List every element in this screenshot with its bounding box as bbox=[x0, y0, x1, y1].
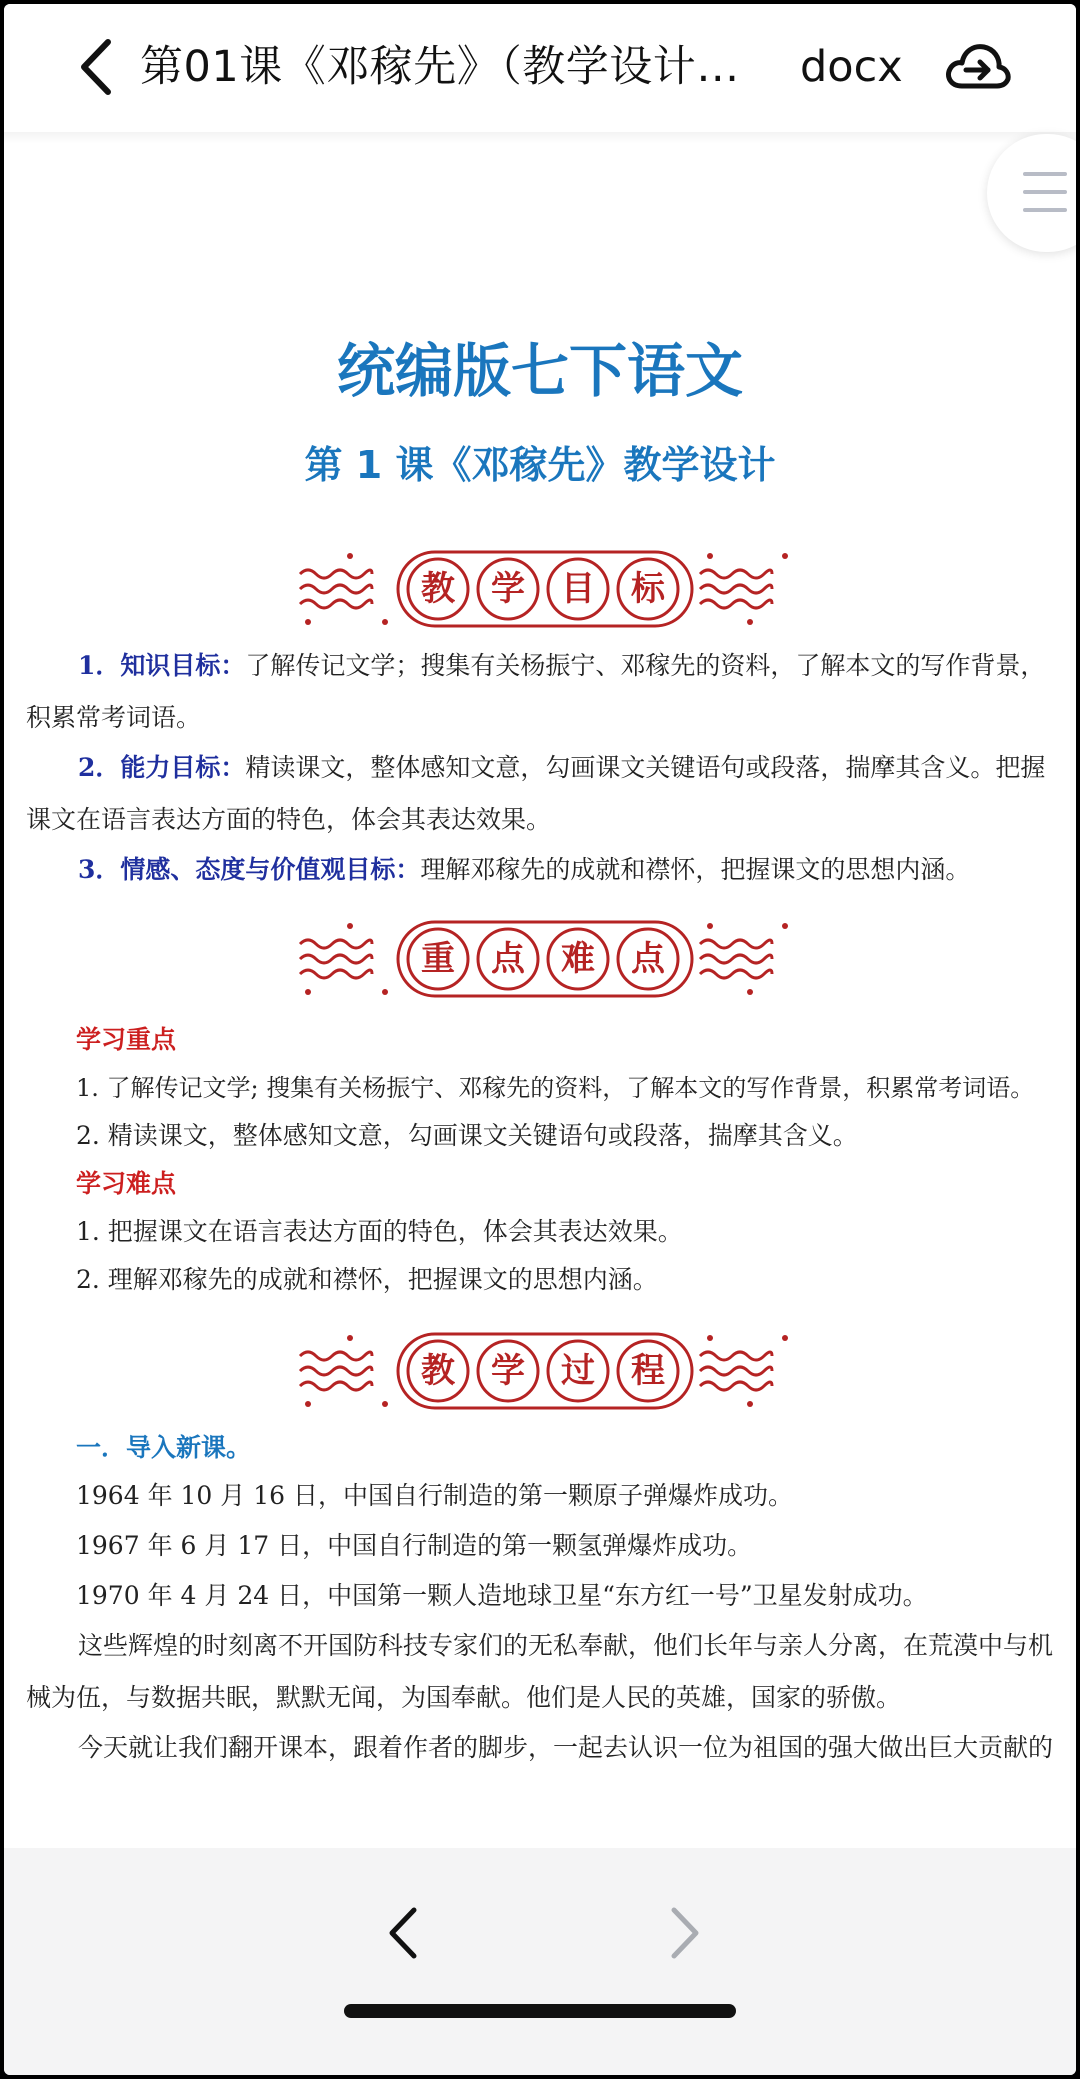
doc-subtitle: 第 1 课《邓稼先》教学设计 bbox=[304, 443, 776, 487]
difficulty-item: 1. 把握课文在语言表达方面的特色，体会其表达效果。 bbox=[76, 1217, 683, 1246]
process-paragraph: 1967 年 6 月 17 日，中国自行制造的第一颗氢弹爆炸成功。 bbox=[76, 1531, 753, 1560]
document-page bbox=[4, 144, 1076, 1844]
back-button[interactable] bbox=[72, 32, 120, 102]
process-paragraph: 这些辉煌的时刻离不开国防科技专家们的无私奉献，他们长年与亲人分离，在荒漠中与机械为伍，与数据共眠，默默无闻，为国奉献。他们是人民的英雄，国家的骄傲。 bbox=[26, 1631, 1054, 1712]
top-bar bbox=[4, 4, 1076, 132]
cloud-export-icon bbox=[942, 32, 1012, 102]
key-point-item: 1. 了解传记文学; 搜集有关杨振宁、邓稼先的资料，了解本文的写作背景，积累常考词语。 bbox=[76, 1074, 1035, 1102]
goal-text: 了解传记文学；搜集有关杨振宁、邓稼先的资料，了解本文的写作背景，积累常考词语。 bbox=[26, 651, 1046, 732]
section-banner-objectives bbox=[4, 544, 1076, 634]
process-paragraph: 1970 年 4 月 24 日，中国第一颗人造地球卫星“东方红一号”卫星发射成功。 bbox=[76, 1581, 928, 1610]
goal-label: 2．能力目标： bbox=[78, 753, 246, 782]
banner-char: 点 bbox=[631, 939, 665, 979]
header-divider bbox=[4, 132, 1076, 144]
difficulty-item: 2. 理解邓稼先的成就和襟怀，把握课文的思想内涵。 bbox=[76, 1265, 658, 1294]
banner-char: 标 bbox=[631, 569, 665, 609]
banner-char: 教 bbox=[421, 1351, 455, 1391]
process-heading: 一．导入新课。 bbox=[76, 1433, 252, 1462]
chevron-left-icon bbox=[376, 1898, 432, 1968]
goal-paragraph bbox=[26, 742, 1066, 846]
menu-icon bbox=[1023, 172, 1067, 176]
section-banner-key-points bbox=[4, 914, 1076, 1004]
chevron-left-icon bbox=[72, 32, 120, 102]
banner-char: 学 bbox=[491, 1351, 525, 1391]
previous-button[interactable] bbox=[376, 1898, 432, 1968]
bottom-toolbar bbox=[4, 1848, 1076, 2075]
banner-char: 过 bbox=[561, 1351, 595, 1391]
cloud-upload-button[interactable] bbox=[942, 32, 1012, 102]
goal-text: 理解邓稼先的成就和襟怀，把握课文的思想内涵。 bbox=[420, 855, 971, 884]
banner-char: 目 bbox=[561, 569, 595, 609]
goal-label: 1．知识目标： bbox=[78, 651, 246, 680]
process-paragraph: 今天就让我们翻开课本，跟着作者的脚步，一起去认识一位为祖国的强大做出巨大贡献的 bbox=[78, 1733, 1054, 1762]
document-title: 第01课《邓稼先》（教学设计… bbox=[140, 42, 740, 92]
doc-main-title: 统编版七下语文 bbox=[336, 337, 743, 405]
goal-text: 精读课文，整体感知文意，勾画课文关键语句或段落，揣摩其含义。把握课文在语言表达方面的特色，体会其表达效果。 bbox=[26, 753, 1046, 834]
difficulties-heading: 学习难点 bbox=[76, 1169, 177, 1198]
next-button[interactable] bbox=[656, 1898, 712, 1968]
chevron-right-icon bbox=[656, 1898, 712, 1968]
goal-paragraph bbox=[26, 640, 1066, 744]
goal-paragraph bbox=[26, 844, 1066, 896]
banner-char: 教 bbox=[421, 569, 455, 609]
home-indicator[interactable] bbox=[344, 2004, 736, 2018]
banner-char: 难 bbox=[561, 939, 595, 979]
file-extension: docx bbox=[800, 42, 903, 92]
goal-label: 3．情感、态度与价值观目标： bbox=[78, 855, 421, 884]
banner-char: 程 bbox=[631, 1351, 665, 1391]
phone-screen bbox=[4, 4, 1076, 2075]
banner-char: 重 bbox=[421, 939, 455, 979]
section-banner-process bbox=[4, 1326, 1076, 1416]
key-points-heading: 学习重点 bbox=[76, 1025, 177, 1054]
key-point-item: 2. 精读课文，整体感知文意，勾画课文关键语句或段落，揣摩其含义。 bbox=[76, 1121, 858, 1150]
banner-char: 点 bbox=[491, 939, 525, 979]
process-paragraph: 1964 年 10 月 16 日，中国自行制造的第一颗原子弹爆炸成功。 bbox=[76, 1481, 793, 1510]
banner-char: 学 bbox=[491, 569, 525, 609]
